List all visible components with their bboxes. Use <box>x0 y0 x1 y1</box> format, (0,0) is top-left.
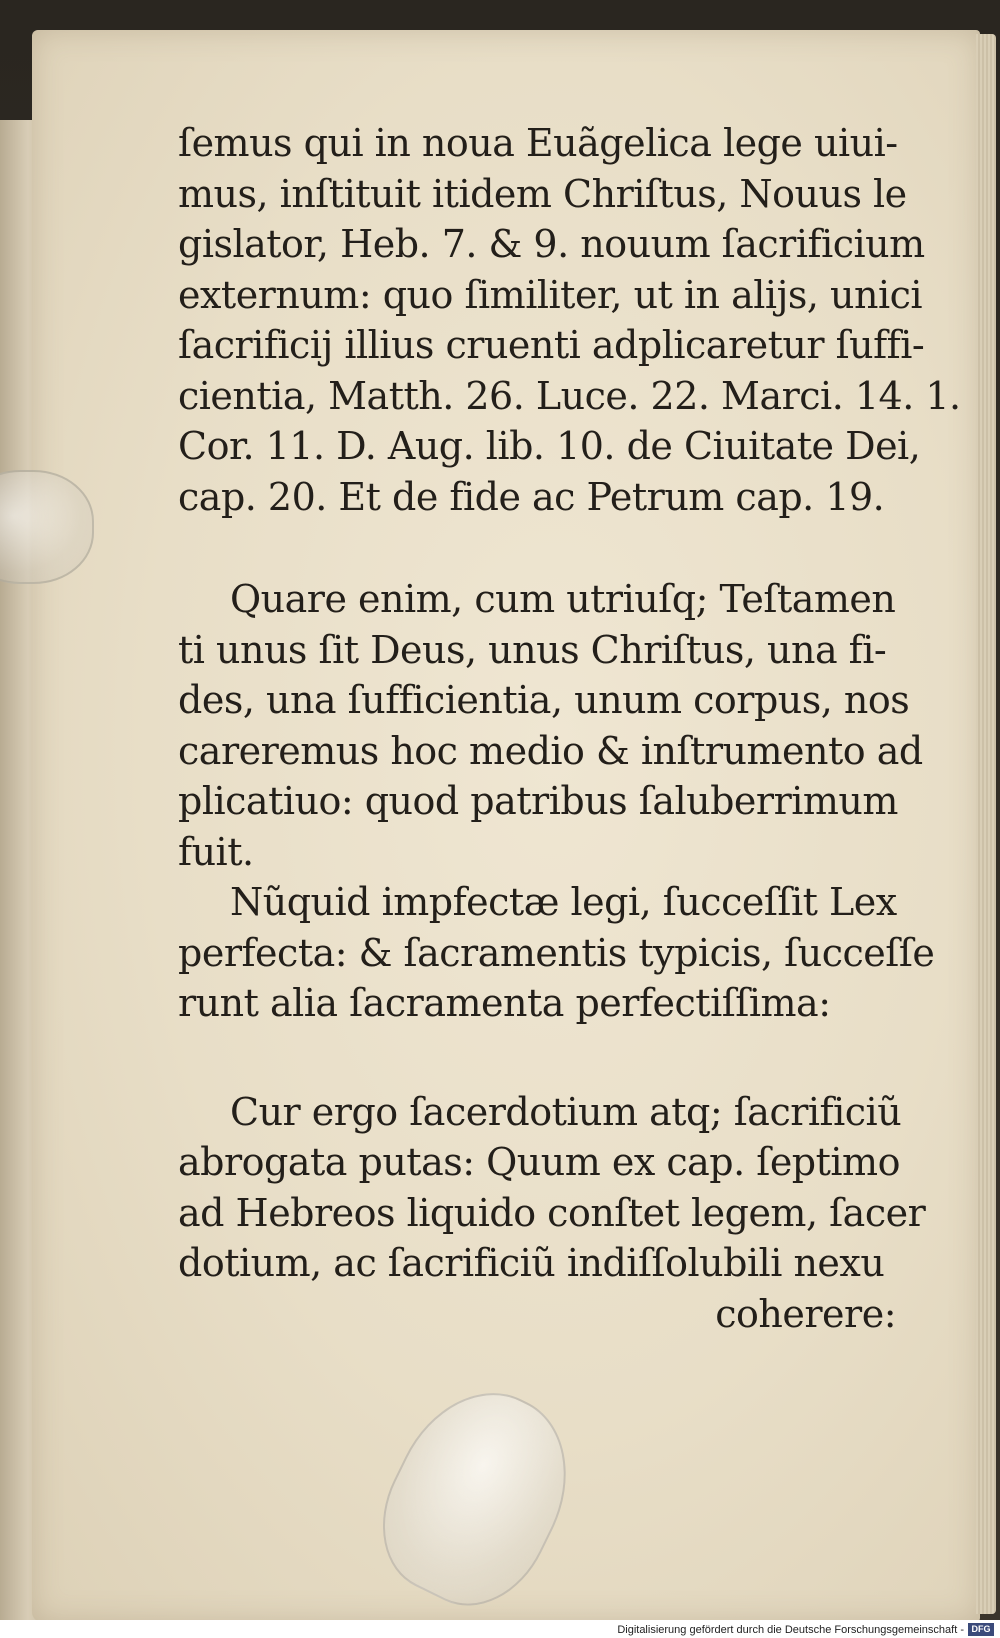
dfg-logo: DFG <box>968 1623 994 1636</box>
text-line: dotium, ac ſacrificiũ indiſſolubili nexu <box>178 1241 885 1285</box>
text-line: gislator, Heb. 7. & 9. nouum ſacrificium <box>178 222 925 266</box>
text-line: perfecta: & ſacramentis typicis, ſucceſſe <box>178 930 935 975</box>
text-line: externum: quo ſimiliter, ut in aliјs, unici <box>178 272 923 317</box>
footer-credit: Digitalisierung gefördert durch die Deutsche Forschungsgemeinschaft - <box>617 1624 964 1636</box>
text-line: ti unus ſit Deus, unus Chriſtus, una fi- <box>178 627 887 672</box>
text-line: plicatiuo: quod patribus ſaluberrimum <box>178 779 898 823</box>
paragraph-gap <box>178 522 918 574</box>
text-line: Quare enim, cum utriuſq; Teſtamen <box>230 577 896 621</box>
text-line: ſemus qui in noua Euãgelica lege uiui- <box>178 121 898 165</box>
text-line: ad Hebreos liquido conſtet legem, ſacer <box>178 1190 926 1235</box>
text-line: Cor. 11. D. Aug. lib. 10. de Ciuitate Dei, <box>178 424 921 468</box>
text-line: Cur ergo ſacerdotium atq; ſacrificiũ <box>230 1089 902 1134</box>
text-line: ſacrificiј illius cruenti adplicaretur ſuffi- <box>178 323 925 367</box>
text-line: Nũquid impfectæ legi, ſucceſſit Lex <box>230 880 897 924</box>
catchword-line: coherere: <box>715 1291 896 1336</box>
page-stack-edge <box>976 34 996 1614</box>
text-line: cap. 20. Et de fide ac Petrum cap. 19. <box>178 474 885 519</box>
text-line: cientia, Matth. 26. Luce. 22. Marci. 14. 1. <box>178 373 961 418</box>
paragraph-gap <box>178 1029 918 1087</box>
text-line: des, una ſufficientia, unum corpus, nos <box>178 678 910 722</box>
text-line: fuit. <box>178 829 254 874</box>
text-line: mus, inſtituit itidem Chriſtus, Nouus le <box>178 171 907 216</box>
page-text <box>178 118 961 1339</box>
text-line: runt alia ſacramenta perfectiſſima: <box>178 981 831 1025</box>
text-line: abrogata putas: Quum ex cap. ſeptimo <box>178 1140 900 1184</box>
text-line: careremus hoc medio & inſtrumento ad <box>178 728 923 773</box>
footer-bar <box>0 1620 1000 1638</box>
